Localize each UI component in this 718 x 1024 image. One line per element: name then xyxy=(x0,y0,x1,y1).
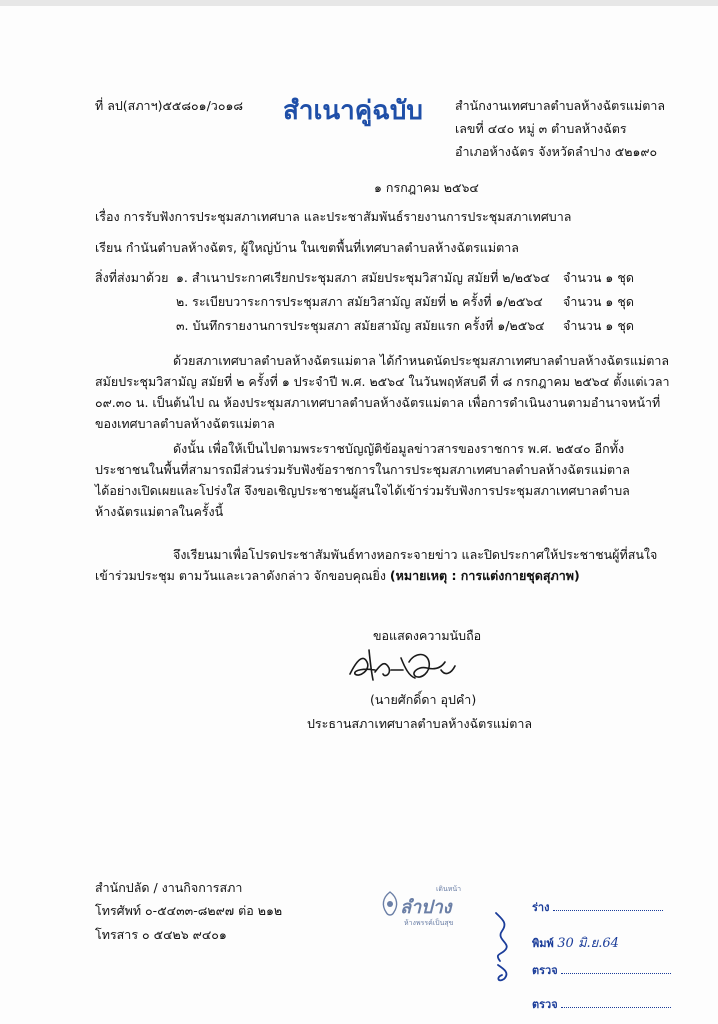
logo-tagline-bottom: ห้างพรรค์เป็นสุข xyxy=(404,919,454,927)
stamp-check-blank-1 xyxy=(561,963,671,974)
stamp-draft-blank xyxy=(553,900,663,911)
enclosure-qty-3: จำนวน ๑ ชุด xyxy=(563,318,634,333)
scan-top-edge xyxy=(0,0,718,6)
stamp-type-date: 30 มิ.ย.64 xyxy=(557,936,619,951)
signatory-position: ประธานสภาเทศบาลตำบลห้างฉัตรแม่ตาล xyxy=(307,716,533,731)
org-address-line-3: อำเภอห้างฉัตร จังหวัดลำปาง ๕๒๑๙๐ xyxy=(455,144,658,159)
paragraph-3-text: เข้าร่วมประชุม ตามวันและเวลาดังกล่าว จักขอบคุณยิ่ง xyxy=(95,568,390,583)
footer-fax: โทรสาร ๐ ๕๔๒๖ ๙๔๐๑ xyxy=(95,927,227,942)
body-paragraph-2 xyxy=(95,438,665,522)
letter-date: ๑ กรกฎาคม ๒๕๖๔ xyxy=(374,180,479,195)
letter-recipient: เรียน กำนันตำบลห้างฉัตร, ผู้ใหญ่บ้าน ในเขตพื้นที่เทศบาลตำบลห้างฉัตรแม่ตาล xyxy=(95,240,519,255)
paragraph-3-line xyxy=(95,565,665,586)
paragraph-2-line: ได้อย่างเปิดเผยและโปร่งใส จึงขอเชิญประชาชนผู้สนใจได้เข้าร่วมรับฟังการประชุมสภาเทศบาลตำบล xyxy=(95,483,630,498)
routing-stamp xyxy=(488,895,688,1015)
stamp-type-row xyxy=(532,932,619,953)
letter-subject: เรื่อง การรับฟังการประชุมสภาเทศบาล และประชาสัมพันธ์รายงานการประชุมสภาเทศบาล xyxy=(95,209,572,224)
footer-phone: โทรศัพท์ ๐-๕๔๓๓-๘๒๙๗ ต่อ ๒๑๒ xyxy=(95,903,283,918)
paragraph-1-line: ของเทศบาลตำบลห้างฉัตรแม่ตาล xyxy=(95,416,275,431)
copy-stamp: สำเนาคู่ฉบับ xyxy=(283,96,423,126)
paragraph-2-line: ห้างฉัตรแม่ตาลในครั้งนี้ xyxy=(95,504,224,519)
closing-regards: ขอแสดงความนับถือ xyxy=(373,628,482,643)
enclosures-label: สิ่งที่ส่งมาด้วย xyxy=(95,270,169,285)
paragraph-1-line: สมัยประชุมวิสามัญ สมัยที่ ๒ ครั้งที่ ๑ ประจำปี พ.ศ. ๒๕๖๔ ในวันพฤหัสบดี ที่ ๘ กรกฎาคม ๒๕๖๔ ตั้งแต่เวลา xyxy=(95,374,670,389)
stamp-draft-row xyxy=(532,898,663,916)
stamp-type-label: พิมพ์ xyxy=(532,937,554,950)
signatory-name: (นายศักดิ์ดา อุปคำ) xyxy=(370,692,477,707)
enclosure-item-1: ๑. สำเนาประกาศเรียกประชุมสภา สมัยประชุมวิสามัญ สมัยที่ ๒/๒๕๖๔ xyxy=(176,270,550,285)
org-address-line-2: เลขที่ ๔๔๐ หมู่ ๓ ตำบลห้างฉัตร xyxy=(455,121,627,136)
lampang-logo xyxy=(378,880,478,940)
paragraph-2-line: ดังนั้น เพื่อให้เป็นไปตามพระราชบัญญัติข้อมูลข่าวสารของราชการ พ.ศ. ๒๕๔๐ อีกทั้ง xyxy=(173,441,625,456)
paragraph-1-line: ด้วยสภาเทศบาลตำบลห้างฉัตรแม่ตาล ได้กำหนดนัดประชุมสภาเทศบาลตำบลห้างฉัตรแม่ตาล xyxy=(173,353,670,368)
logo-wordmark: ลำปาง xyxy=(400,897,452,918)
stamp-draft-label: ร่าง xyxy=(532,901,550,914)
body-paragraph-1 xyxy=(95,350,670,434)
enclosure-qty-1: จำนวน ๑ ชุด xyxy=(563,270,634,285)
logo-tagline-top: เดินหน้า xyxy=(436,885,462,893)
stamp-check-label-2: ตรวจ xyxy=(532,998,558,1011)
stamp-check-row-2 xyxy=(532,995,671,1013)
stamp-check-row-1 xyxy=(532,961,671,979)
body-paragraph-3 xyxy=(95,544,665,586)
paragraph-3-line: จึงเรียนมาเพื่อโปรดประชาสัมพันธ์ทางหอกระจายข่าว และปิดประกาศให้ประชาชนผู้ที่สนใจ xyxy=(173,547,658,562)
enclosure-item-2: ๒. ระเบียบวาระการประชุมสภา สมัยวิสามัญ สมัยที่ ๒ ครั้งที่ ๑/๒๕๖๔ xyxy=(176,294,543,309)
dress-code-note: (หมายเหตุ : การแต่งกายชุดสุภาพ) xyxy=(389,568,580,583)
footer-office: สำนักปลัด / งานกิจการสภา xyxy=(95,880,243,895)
stamp-initials-mark xyxy=(488,903,518,998)
org-address-line-1: สำนักงานเทศบาลตำบลห้างฉัตรแม่ตาล xyxy=(455,98,666,113)
stamp-check-label-1: ตรวจ xyxy=(532,964,558,977)
enclosure-qty-2: จำนวน ๑ ชุด xyxy=(563,294,634,309)
paragraph-2-line: ประชาชนในพื้นที่สามารถมีส่วนร่วมรับฟังข้อราชการในการประชุมสภาเทศบาลตำบลห้างฉัตรแม่ตาล xyxy=(95,462,630,477)
reference-number: ที่ ลป(สภาฯ)๕๕๘๐๑/ว๐๑๘ xyxy=(95,98,244,113)
stamp-check-blank-2 xyxy=(561,997,671,1008)
signature-image xyxy=(345,640,465,690)
paragraph-1-line: ๐๙.๓๐ น. เป็นต้นไป ณ ห้องประชุมสภาเทศบาลตำบลห้างฉัตรแม่ตาล เพื่อการดำเนินงานตามอำนาจหน้าที่ xyxy=(95,395,661,410)
enclosure-item-3: ๓. บันทึกรายงานการประชุมสภา สมัยสามัญ สมัยแรก ครั้งที่ ๑/๒๕๖๔ xyxy=(176,318,545,333)
lampang-emblem-icon xyxy=(378,890,402,918)
